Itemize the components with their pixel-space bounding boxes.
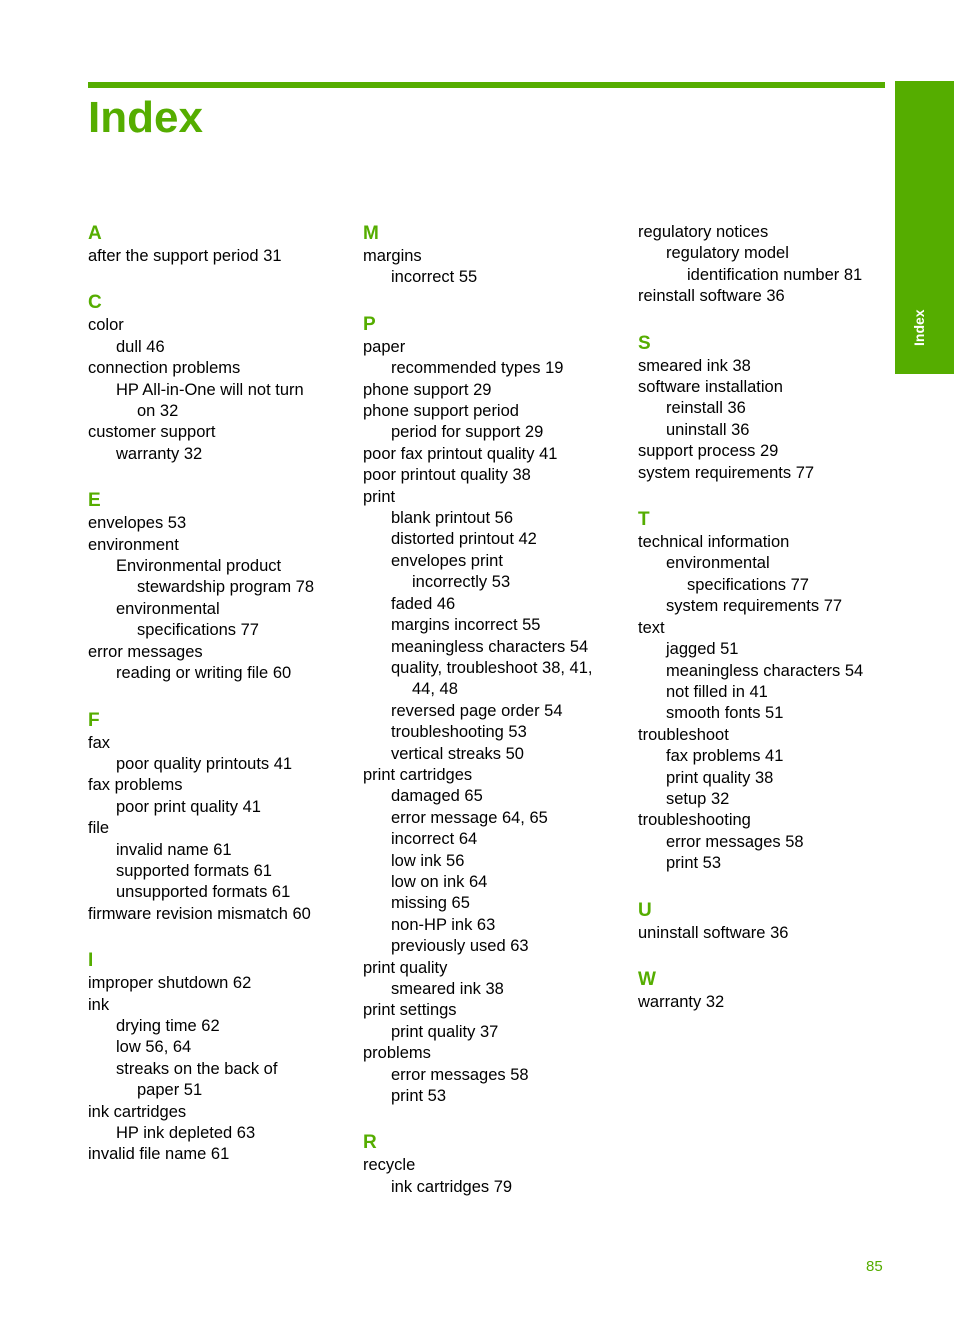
index-entry[interactable]: warranty 32 bbox=[638, 992, 725, 1011]
index-entry[interactable]: print settings bbox=[363, 1001, 457, 1020]
index-subentry[interactable]: meaningless characters 54 bbox=[666, 661, 864, 680]
index-subentry[interactable]: paper 51 bbox=[137, 1081, 203, 1100]
top-rule bbox=[88, 82, 885, 88]
index-entry[interactable]: print cartridges bbox=[363, 765, 473, 784]
index-entry[interactable]: poor printout quality 38 bbox=[363, 466, 531, 485]
index-subentry[interactable]: low ink 56 bbox=[391, 851, 465, 870]
index-subentry[interactable]: recommended types 19 bbox=[391, 359, 564, 378]
index-subentry[interactable]: low on ink 64 bbox=[391, 872, 488, 891]
section-letter: C bbox=[88, 292, 102, 314]
index-subentry[interactable]: supported formats 61 bbox=[116, 861, 272, 880]
index-subentry[interactable]: missing 65 bbox=[391, 894, 470, 913]
index-entry[interactable]: firmware revision mismatch 60 bbox=[88, 904, 311, 923]
index-entry[interactable]: connection problems bbox=[88, 359, 241, 378]
index-subentry[interactable]: stewardship program 78 bbox=[137, 578, 315, 597]
index-subentry[interactable]: drying time 62 bbox=[116, 1016, 220, 1035]
index-section bbox=[638, 222, 898, 308]
index-subentry[interactable]: envelopes print bbox=[391, 551, 503, 570]
section-letter: U bbox=[638, 899, 652, 921]
section-letter: R bbox=[363, 1132, 377, 1154]
index-entry[interactable]: ink cartridges bbox=[88, 1102, 187, 1121]
index-entry[interactable]: color bbox=[88, 316, 124, 335]
index-subentry[interactable]: streaks on the back of bbox=[116, 1059, 278, 1078]
index-entry[interactable]: envelopes 53 bbox=[88, 514, 187, 533]
index-section bbox=[638, 332, 898, 484]
index-entry[interactable]: phone support period bbox=[363, 402, 519, 421]
index-entry[interactable]: file bbox=[88, 819, 110, 838]
section-letter: W bbox=[638, 968, 656, 990]
index-entry[interactable]: after the support period 31 bbox=[88, 247, 282, 265]
section-letter: S bbox=[638, 332, 651, 354]
index-entry[interactable]: software installation bbox=[638, 378, 783, 397]
index-subentry[interactable]: system requirements 77 bbox=[666, 597, 843, 616]
index-entry[interactable]: ink bbox=[88, 995, 110, 1014]
index-entry[interactable]: text bbox=[638, 618, 665, 637]
index-subentry[interactable]: margins incorrect 55 bbox=[391, 616, 541, 635]
index-section bbox=[88, 489, 348, 684]
page-title: Index bbox=[88, 93, 203, 142]
index-subentry[interactable]: unsupported formats 61 bbox=[116, 883, 291, 902]
index-entry[interactable]: error messages bbox=[88, 642, 203, 661]
index-subentry[interactable]: specifications 77 bbox=[137, 621, 259, 640]
index-subentry[interactable]: jagged 51 bbox=[666, 640, 739, 659]
index-entry[interactable]: margins bbox=[363, 247, 422, 265]
index-subentry[interactable]: troubleshooting 53 bbox=[391, 723, 527, 742]
index-entry[interactable]: poor fax printout quality 41 bbox=[363, 444, 558, 463]
section-letter: I bbox=[88, 950, 94, 972]
index-subentry[interactable]: print quality 38 bbox=[666, 768, 774, 787]
index-entry[interactable]: problems bbox=[363, 1044, 431, 1063]
index-subentry[interactable]: setup 32 bbox=[666, 789, 730, 808]
index-entry[interactable]: print quality bbox=[363, 958, 448, 977]
index-subentry[interactable]: incorrectly 53 bbox=[412, 573, 511, 592]
index-subentry[interactable]: fax problems 41 bbox=[666, 747, 784, 766]
index-subentry[interactable]: error message 64, 65 bbox=[391, 808, 548, 827]
index-subentry[interactable]: environmental bbox=[116, 599, 220, 618]
index-section bbox=[638, 508, 898, 875]
index-subentry[interactable]: uninstall 36 bbox=[666, 420, 750, 439]
index-subentry[interactable]: print 53 bbox=[391, 1087, 447, 1106]
index-entry[interactable]: reinstall software 36 bbox=[638, 287, 785, 306]
index-subentry[interactable]: poor quality printouts 41 bbox=[116, 754, 293, 773]
index-entry[interactable]: phone support 29 bbox=[363, 380, 492, 399]
index-subentry[interactable]: on 32 bbox=[137, 402, 179, 421]
index-subentry[interactable]: smeared ink 38 bbox=[391, 980, 504, 998]
index-subentry[interactable]: 44, 48 bbox=[412, 680, 458, 699]
index-section bbox=[88, 949, 348, 1166]
index-subentry[interactable]: environmental bbox=[666, 554, 770, 573]
section-letter: P bbox=[363, 313, 376, 335]
section-letter: E bbox=[88, 490, 101, 512]
index-entry[interactable]: regulatory notices bbox=[638, 223, 769, 241]
index-subentry[interactable]: low 56, 64 bbox=[116, 1038, 192, 1057]
index-section bbox=[638, 899, 898, 944]
index-entry[interactable]: support process 29 bbox=[638, 442, 779, 461]
index-entry[interactable]: environment bbox=[88, 535, 179, 554]
index-section bbox=[363, 313, 623, 1108]
index-entry[interactable]: system requirements 77 bbox=[638, 463, 815, 482]
index-section bbox=[363, 222, 623, 289]
index-column-3 bbox=[638, 222, 898, 1013]
index-subentry[interactable]: meaningless characters 54 bbox=[391, 637, 589, 656]
index-subentry[interactable]: HP All-in-One will not turn bbox=[116, 380, 304, 399]
index-column-1 bbox=[88, 222, 348, 1166]
index-subentry[interactable]: error messages 58 bbox=[666, 832, 804, 851]
index-subentry[interactable]: ink cartridges 79 bbox=[391, 1177, 513, 1196]
index-entry[interactable]: invalid file name 61 bbox=[88, 1145, 230, 1164]
index-subentry[interactable]: specifications 77 bbox=[687, 575, 809, 594]
index-subentry[interactable]: blank printout 56 bbox=[391, 509, 514, 528]
index-subentry[interactable]: identification number 81 bbox=[687, 265, 863, 284]
index-subentry[interactable]: incorrect 55 bbox=[391, 268, 478, 287]
index-subentry[interactable]: non-HP ink 63 bbox=[391, 915, 496, 934]
index-entry[interactable]: recycle bbox=[363, 1156, 416, 1175]
index-entry[interactable]: paper bbox=[363, 337, 406, 356]
index-subentry[interactable]: not filled in 41 bbox=[666, 682, 768, 701]
index-entry[interactable]: troubleshoot bbox=[638, 725, 729, 744]
index-section bbox=[88, 291, 348, 465]
index-subentry[interactable]: invalid name 61 bbox=[116, 840, 232, 859]
index-subentry[interactable]: faded 46 bbox=[391, 594, 456, 613]
index-subentry[interactable]: distorted printout 42 bbox=[391, 530, 537, 549]
index-subentry[interactable]: warranty 32 bbox=[116, 444, 203, 463]
index-subentry[interactable]: regulatory model bbox=[666, 244, 789, 263]
index-entry[interactable]: fax bbox=[88, 733, 111, 752]
index-subentry[interactable]: vertical streaks 50 bbox=[391, 744, 524, 763]
index-subentry[interactable]: print 53 bbox=[666, 854, 722, 873]
index-subentry[interactable]: reversed page order 54 bbox=[391, 701, 563, 720]
index-subentry[interactable]: dull 46 bbox=[116, 337, 165, 356]
index-subentry[interactable]: reading or writing file 60 bbox=[116, 664, 292, 683]
index-subentry[interactable]: error messages 58 bbox=[391, 1065, 529, 1084]
index-entry[interactable]: uninstall software 36 bbox=[638, 923, 789, 942]
index-subentry[interactable]: previously used 63 bbox=[391, 937, 529, 956]
section-letter: F bbox=[88, 709, 100, 731]
index-entry[interactable]: customer support bbox=[88, 423, 216, 442]
index-entry[interactable]: improper shutdown 62 bbox=[88, 974, 252, 993]
index-subentry[interactable]: damaged 65 bbox=[391, 787, 483, 806]
section-letter: A bbox=[88, 223, 102, 244]
index-entry[interactable]: print bbox=[363, 487, 396, 506]
index-subentry[interactable]: smooth fonts 51 bbox=[666, 704, 784, 723]
index-section bbox=[638, 968, 898, 1013]
index-subentry[interactable]: quality, troubleshoot 38, 41, bbox=[391, 658, 593, 677]
index-subentry[interactable]: period for support 29 bbox=[391, 423, 544, 442]
page-number: 85 bbox=[866, 1258, 883, 1275]
section-letter: M bbox=[363, 223, 379, 244]
index-subentry[interactable]: reinstall 36 bbox=[666, 399, 746, 418]
index-subentry[interactable]: print quality 37 bbox=[391, 1022, 499, 1041]
index-section bbox=[88, 709, 348, 926]
section-letter: T bbox=[638, 509, 650, 531]
index-entry[interactable]: fax problems bbox=[88, 776, 183, 795]
index-section bbox=[363, 1131, 623, 1198]
index-entry[interactable]: technical information bbox=[638, 533, 790, 552]
index-entry[interactable]: troubleshooting bbox=[638, 811, 751, 830]
index-entry[interactable]: smeared ink 38 bbox=[638, 356, 751, 375]
index-column-2 bbox=[363, 222, 623, 1198]
index-subentry[interactable]: HP ink depleted 63 bbox=[116, 1124, 256, 1142]
index-section bbox=[88, 222, 348, 267]
index-subentry[interactable]: poor print quality 41 bbox=[116, 797, 261, 816]
index-subentry[interactable]: Environmental product bbox=[116, 557, 282, 576]
side-tab-label: Index bbox=[911, 309, 927, 346]
index-subentry[interactable]: incorrect 64 bbox=[391, 830, 478, 849]
